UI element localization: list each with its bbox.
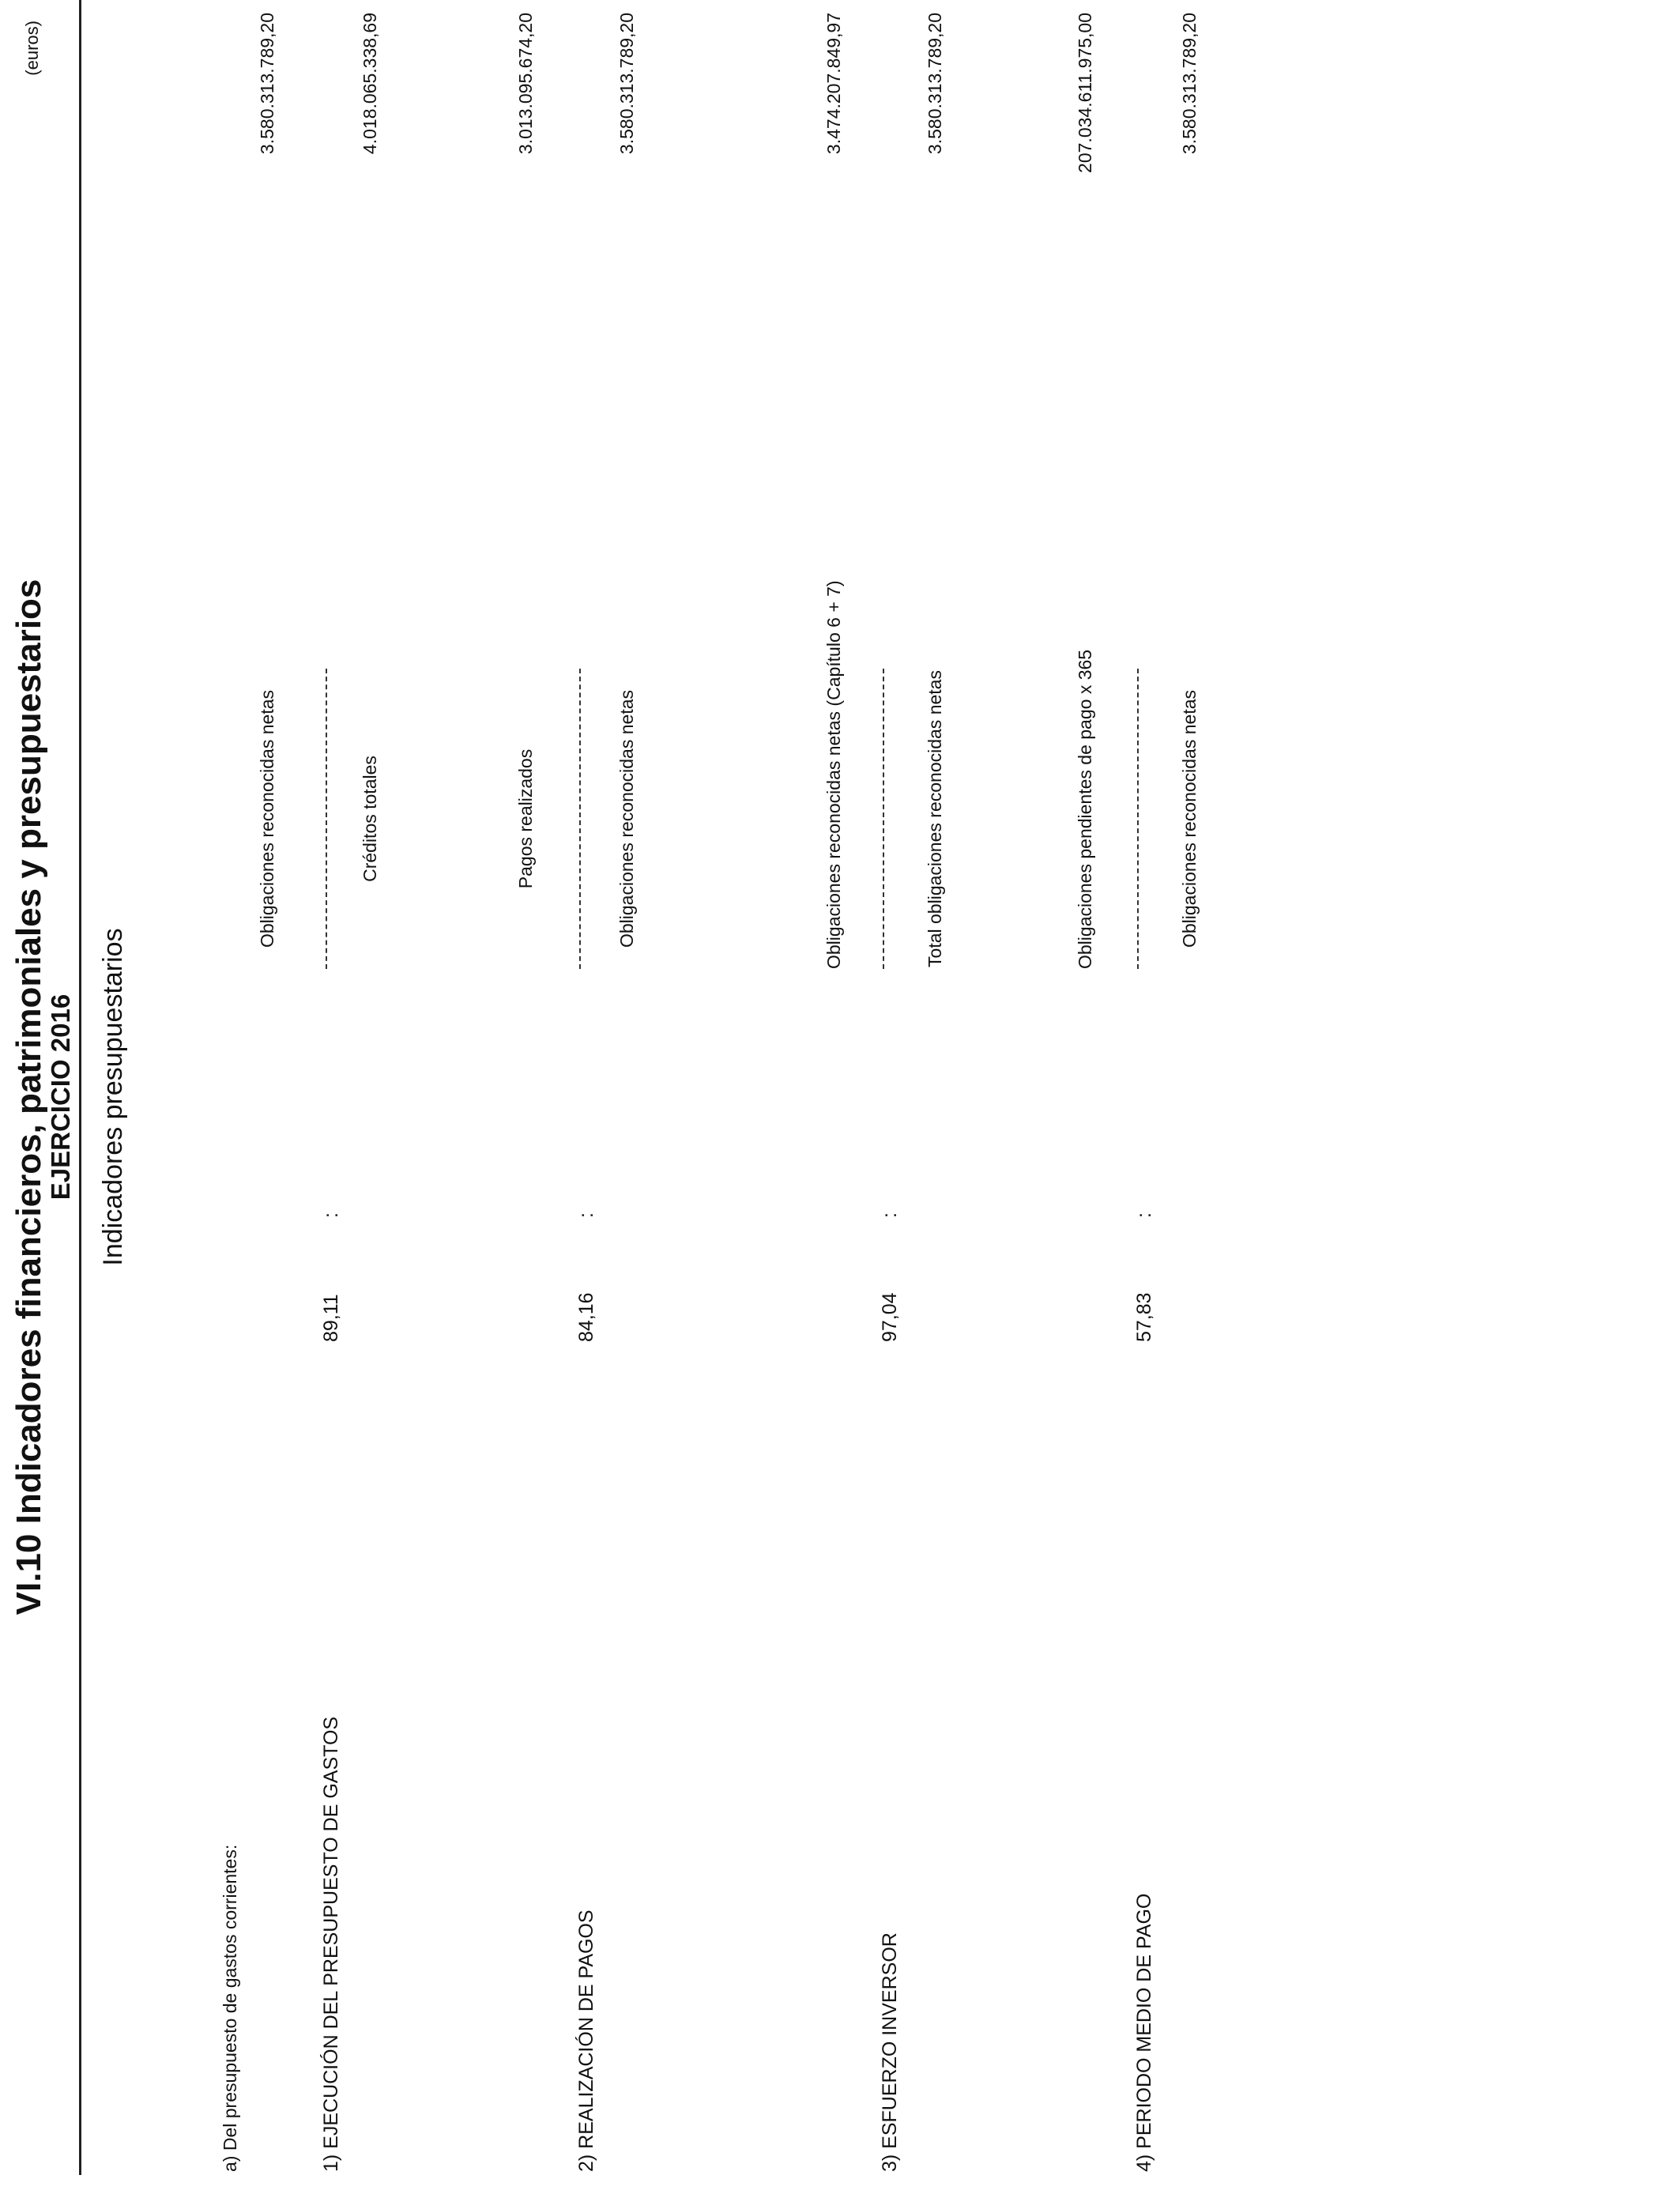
indicator-label: 2) REALIZACIÓN DE PAGOS — [575, 1909, 597, 2172]
indicator-separator: : — [1133, 1212, 1155, 1218]
numerator-amount: 3.580.313.789,20 — [257, 13, 277, 155]
denominator-amount: 3.580.313.789,20 — [925, 13, 945, 155]
denominator-label: Obligaciones reconocidas netas — [616, 689, 637, 948]
indicator-value: 89,11 — [320, 1294, 342, 1342]
page-title: VI.10 Indicadores financieros, patrimoniales y presupuestarios — [9, 579, 48, 1615]
denominator-label: Obligaciones reconocidas netas — [1179, 689, 1200, 948]
page-subtitle: EJERCICIO 2016 — [46, 993, 75, 1201]
fraction-line — [883, 669, 884, 969]
indicator-value: 57,83 — [1133, 1292, 1155, 1342]
indicator-value: 97,04 — [879, 1292, 901, 1342]
numerator-label: Obligaciones reconocidas netas — [257, 689, 277, 948]
indicator-label: 3) ESFUERZO INVERSOR — [879, 1932, 901, 2172]
numerator-label: Obligaciones reconocidas netas (Capítulo 6 + 7) — [823, 580, 844, 969]
denominator-label: Total obligaciones reconocidas netas — [925, 670, 945, 967]
units-label: (euros) — [22, 21, 42, 76]
indicator-label: 4) PERIODO MEDIO DE PAGO — [1133, 1893, 1155, 2172]
denominator-amount: 4.018.065.338,69 — [360, 13, 380, 155]
fraction-line — [579, 669, 581, 969]
fraction-line — [1137, 669, 1139, 969]
intro-text: a) Del presupuesto de gastos corrientes: — [220, 1844, 240, 2172]
fraction-line — [326, 669, 327, 969]
numerator-label: Pagos realizados — [515, 748, 536, 889]
top-rule — [79, 0, 81, 2175]
denominator-amount: 3.580.313.789,20 — [616, 13, 637, 155]
numerator-amount: 3.013.095.674,20 — [515, 13, 536, 155]
indicator-value: 84,16 — [575, 1292, 597, 1342]
denominator-label: Créditos totales — [360, 756, 380, 882]
indicator-separator: : — [320, 1212, 342, 1218]
indicator-label: 1) EJECUCIÓN DEL PRESUPUESTO DE GASTOS — [320, 1716, 342, 2172]
numerator-label: Obligaciones pendientes de pago x 365 — [1075, 649, 1095, 969]
numerator-amount: 3.474.207.849,97 — [823, 13, 844, 155]
numerator-amount: 207.034.611.975,00 — [1075, 13, 1095, 173]
section-title: Indicadores presupuestarios — [98, 928, 128, 1266]
denominator-amount: 3.580.313.789,20 — [1179, 13, 1200, 155]
indicator-separator: : — [575, 1212, 597, 1218]
indicator-separator: : — [879, 1212, 901, 1218]
